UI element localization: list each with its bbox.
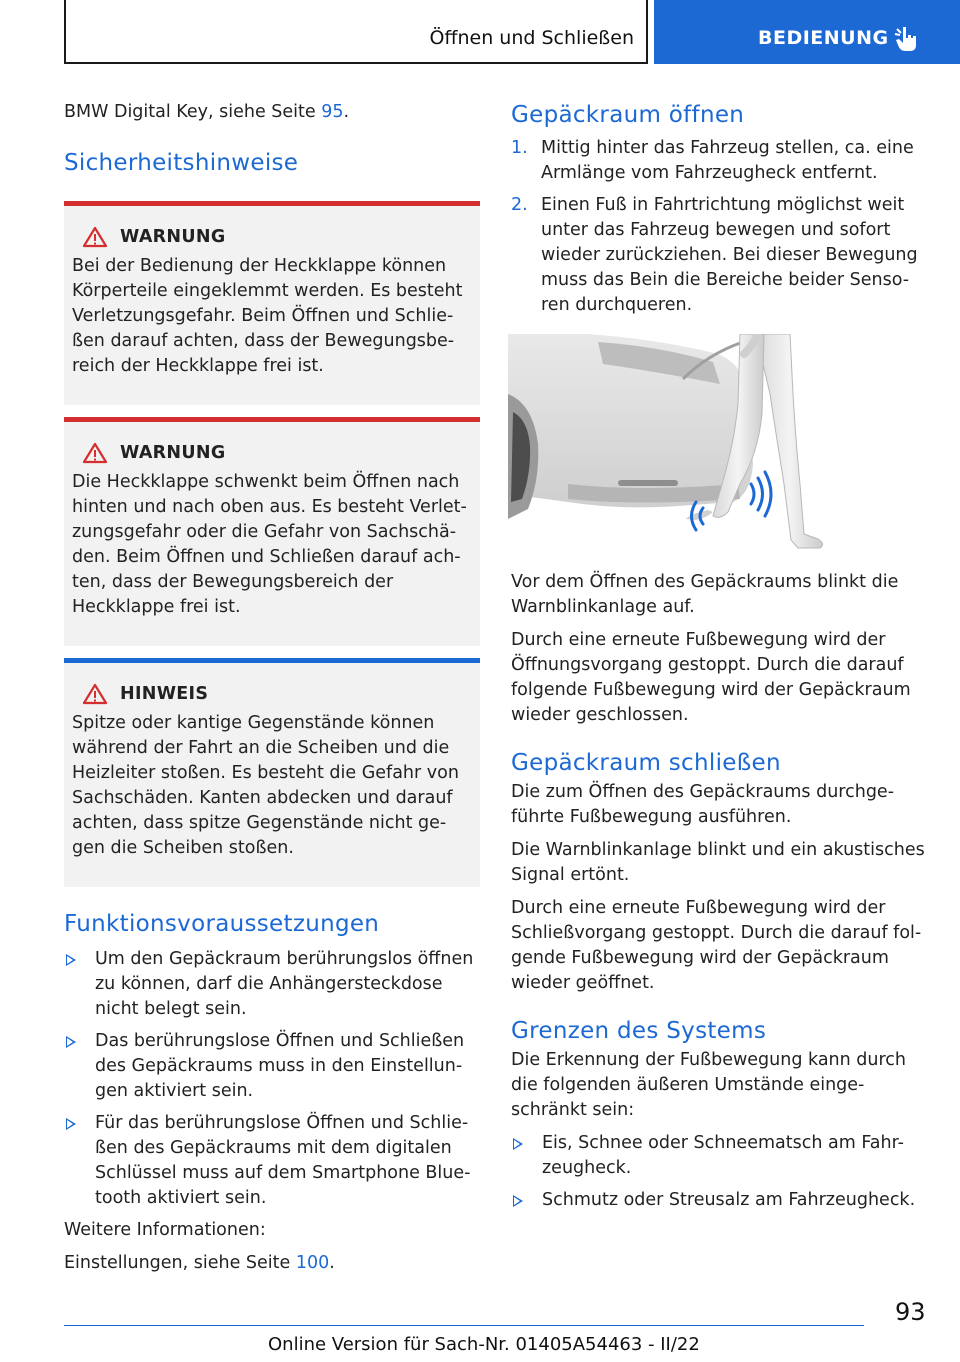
open-steps	[511, 136, 931, 318]
hand-pointer-icon	[894, 25, 920, 53]
step-item: 1. Mittig hinter das Fahrzeug stellen, ca. eine Armlänge vom Fahrzeugheck entfernt.	[511, 138, 914, 183]
list-item: Um den Gepäckraum berührungslos öffnen zu können, darf die Anhängersteckdose nicht belegt sein.	[64, 947, 480, 1022]
warning-text-1: Bei der Bedienung der Heckklappe können Körperteile eingeklemmt werden. Es besteht Verletzungsgefahr. Beim Öffnen und Schlie- ßen darauf achten, dass der Bewegungsbe- reich der Heckklappe frei ist.	[72, 256, 463, 376]
header-section-tab[interactable]	[654, 0, 960, 64]
open-heading: Gepäckraum öffnen	[511, 102, 745, 128]
settings-reference: Einstellungen, siehe Seite 100.	[64, 1253, 335, 1273]
intro-text: BMW Digital Key, siehe Seite 95.	[64, 102, 350, 122]
note-text: Spitze oder kantige Gegenstände können während der Fahrt an die Scheiben und die Heizleiter stoßen. Es besteht die Gefahr von Sachschäden. Kanten abdecken und darauf achten, dass spitze Gegenstände nicht ge- gen die Scheiben stoßen.	[72, 713, 459, 858]
note-box	[64, 658, 480, 887]
left-column	[64, 100, 480, 1276]
close-paragraph-2: Die Warnblinkanlage blinkt und ein akustisches Signal ertönt.	[511, 840, 925, 885]
warning-label: WARNUNG	[120, 227, 226, 247]
warning-box-1	[64, 201, 480, 405]
open-paragraph-1: Vor dem Öffnen des Gepäckraums blinkt die Warnblinkanlage auf.	[511, 572, 899, 617]
limits-list	[511, 1131, 931, 1213]
tailgate-foot-gesture-illustration	[508, 334, 843, 556]
chapter-title: Öffnen und Schließen	[429, 27, 634, 49]
warning-triangle-icon	[82, 683, 108, 705]
note-label: HINWEIS	[120, 684, 209, 704]
open-paragraph-2: Durch eine erneute Fußbewegung wird der Öffnungsvorgang gestoppt. Durch die darauf folgende Fußbewegung wird der Gepäckraum wieder geschlossen.	[511, 630, 911, 725]
list-item: Das berührungslose Öffnen und Schließen des Gepäckraums muss in den Einstellun- gen aktiviert sein.	[64, 1029, 480, 1104]
safety-heading: Sicherheitshinweise	[64, 150, 299, 176]
limits-heading: Grenzen des Systems	[511, 1018, 767, 1044]
requirements-heading: Funktionsvoraussetzungen	[64, 911, 380, 937]
close-heading: Gepäckraum schließen	[511, 750, 781, 776]
more-info-label: Weitere Informationen:	[64, 1220, 266, 1240]
section-label: BEDIENUNG	[758, 27, 889, 49]
step-number: 1.	[511, 138, 528, 158]
warning-label: WARNUNG	[120, 443, 226, 463]
footer-divider	[64, 1325, 864, 1326]
list-item: Schmutz oder Streusalz am Fahrzeugheck.	[511, 1188, 931, 1213]
close-paragraph-1: Die zum Öffnen des Gepäckraums durchge- führte Fußbewegung ausführen.	[511, 782, 895, 827]
page-number: 93	[895, 1298, 926, 1326]
requirements-list	[64, 947, 480, 1211]
page-link-100[interactable]: 100	[295, 1253, 330, 1273]
warning-triangle-icon	[82, 442, 108, 464]
step-number: 2.	[511, 195, 528, 215]
header-chapter-box	[64, 0, 648, 64]
list-item: Eis, Schnee oder Schneematsch am Fahr- zeugheck.	[511, 1131, 931, 1181]
list-item: Für das berührungslose Öffnen und Schlie- ßen des Gepäckraums mit dem digitalen Schlüssel muss auf dem Smartphone Blue- tooth aktiviert sein.	[64, 1111, 480, 1211]
bullet-arrow-icon	[66, 1036, 76, 1048]
bullet-arrow-icon	[513, 1138, 523, 1150]
close-paragraph-3: Durch eine erneute Fußbewegung wird der Schließvorgang gestoppt. Durch die darauf fol- gende Fußbewegung wird der Gepäckraum wieder geöffnet.	[511, 898, 922, 993]
right-column	[511, 100, 931, 1220]
page-link-95[interactable]: 95	[321, 102, 344, 122]
bullet-arrow-icon	[66, 1118, 76, 1130]
bullet-arrow-icon	[66, 954, 76, 966]
warning-triangle-icon	[82, 226, 108, 248]
warning-text-2: Die Heckklappe schwenkt beim Öffnen nach hinten und nach oben aus. Es besteht Verlet- zungsgefahr oder die Gefahr von Sachschä- den. Beim Öffnen und Schließen darauf ach- ten, dass der Bewegungsbereich der Heckklappe frei ist.	[72, 472, 467, 617]
warning-box-2	[64, 417, 480, 646]
step-item: 2. Einen Fuß in Fahrtrichtung möglichst weit unter das Fahrzeug bewegen und sofort wieder zurückziehen. Bei dieser Bewegung muss das Bein die Bereiche beider Senso- ren durchqueren.	[511, 195, 918, 315]
bullet-arrow-icon	[513, 1195, 523, 1207]
footer-version-text: Online Version für Sach-Nr. 01405A54463 - II/22	[268, 1334, 700, 1355]
limits-paragraph: Die Erkennung der Fußbewegung kann durch die folgenden äußeren Umstände einge- schränkt sein:	[511, 1050, 907, 1120]
